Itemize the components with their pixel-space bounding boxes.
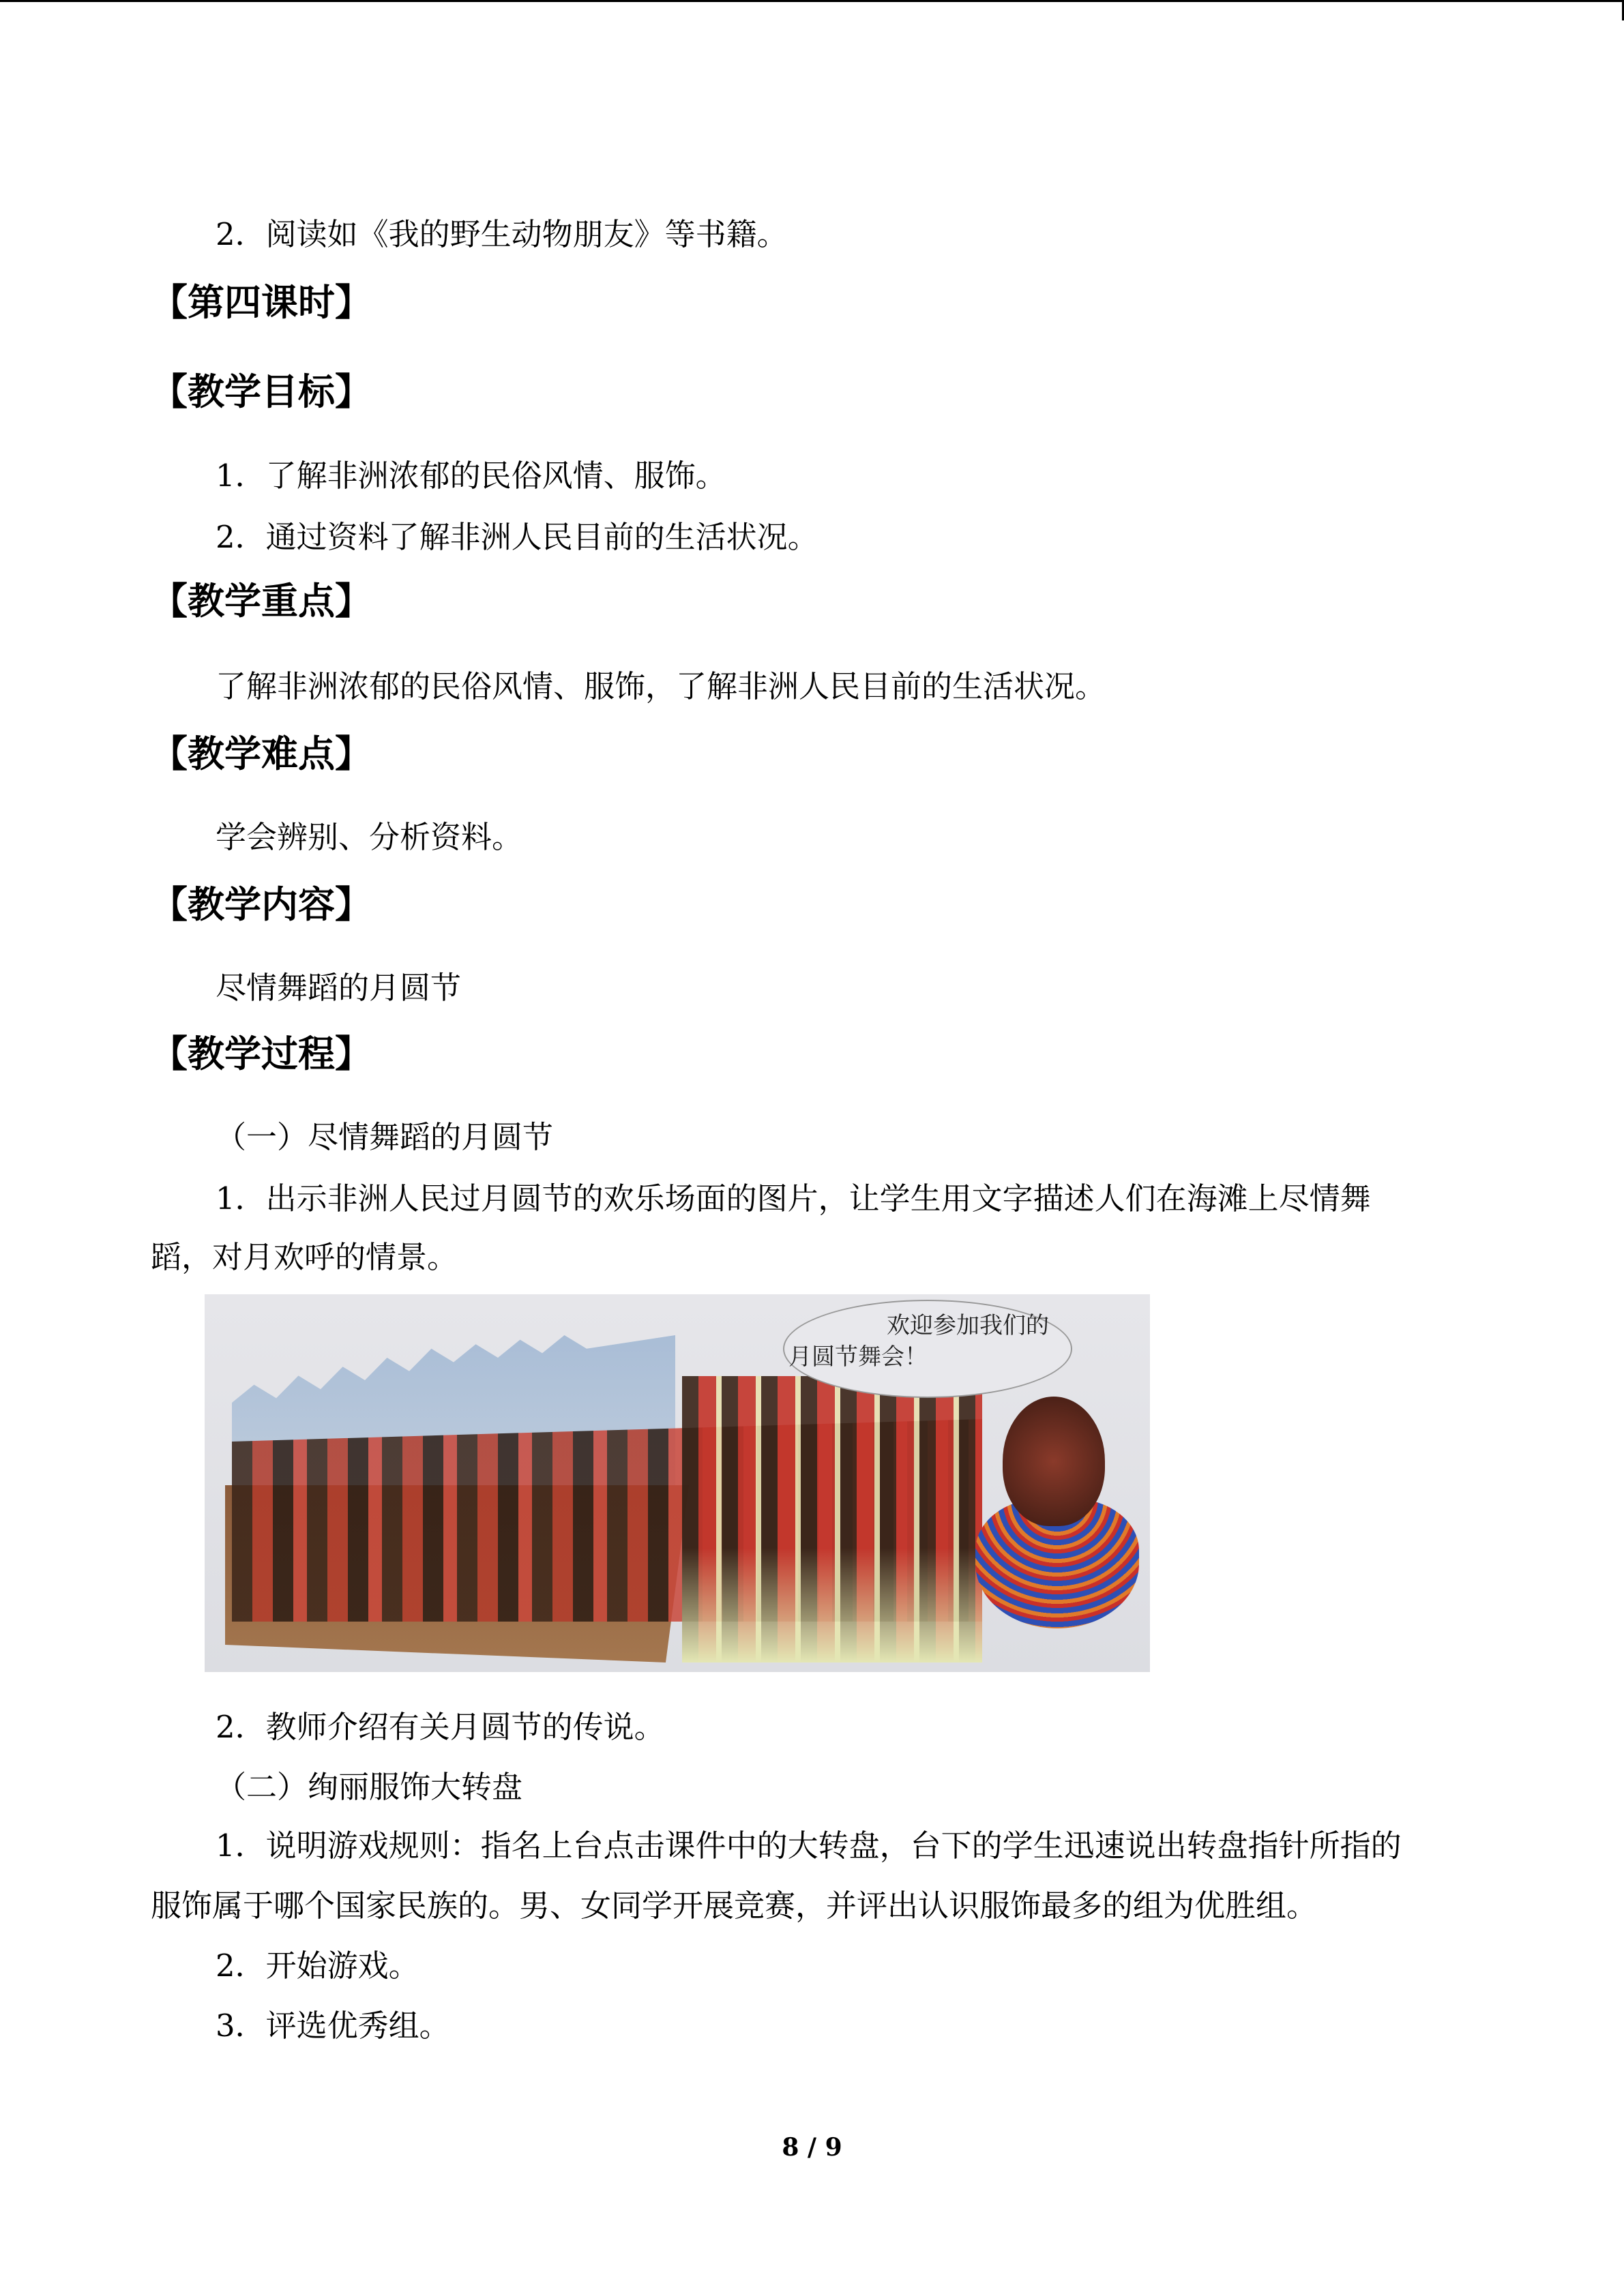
paragraph: 3．评选优秀组。 (216, 2008, 450, 2044)
paragraph: 1．出示非洲人民过月圆节的欢乐场面的图片，让学生用文字描述人们在海滩上尽情舞 (216, 1180, 1371, 1217)
heading-content: 【教学内容】 (151, 883, 372, 926)
paragraph: 了解非洲浓郁的民俗风情、服饰，了解非洲人民目前的生活状况。 (216, 668, 1106, 704)
bubble-text: 欢迎参加我们的 (887, 1312, 1049, 1339)
top-border (0, 0, 1624, 2)
heading-lesson4: 【第四课时】 (151, 281, 372, 324)
heading-difficulties: 【教学难点】 (151, 732, 372, 775)
heading-process: 【教学过程】 (151, 1032, 372, 1075)
heading-goals: 【教学目标】 (151, 370, 372, 413)
section-title: （二）绚丽服饰大转盘 (216, 1769, 523, 1805)
paragraph: 蹈，对月欢呼的情景。 (151, 1239, 458, 1275)
section-title: （一）尽情舞蹈的月圆节 (216, 1119, 554, 1155)
bubble-text: 月圆节舞会！ (788, 1343, 928, 1371)
photo-portrait (1003, 1397, 1105, 1526)
paragraph: 1．说明游戏规则：指名上台点击课件中的大转盘，台下的学生迅速说出转盘指针所指的 (216, 1828, 1402, 1864)
page-number: 8 / 9 (782, 2133, 842, 2162)
paragraph: 尽情舞蹈的月圆节 (216, 970, 462, 1006)
paragraph: 2．通过资料了解非洲人民目前的生活状况。 (216, 519, 818, 555)
paragraph: 学会辨别、分析资料。 (216, 819, 523, 855)
paragraph: 2．教师介绍有关月圆节的传说。 (216, 1709, 665, 1745)
paragraph: 2．阅读如《我的野生动物朋友》等书籍。 (216, 216, 788, 252)
moon-festival-photo (205, 1294, 1150, 1672)
paragraph: 服饰属于哪个国家民族的。男、女同学开展竞赛，并评出认识服饰最多的组为优胜组。 (151, 1888, 1318, 1924)
heading-key-points: 【教学重点】 (151, 580, 372, 623)
paragraph: 1．了解非洲浓郁的民俗风情、服饰。 (216, 458, 726, 494)
photo-crowd (682, 1376, 982, 1663)
paragraph: 2．开始游戏。 (216, 1948, 419, 1984)
